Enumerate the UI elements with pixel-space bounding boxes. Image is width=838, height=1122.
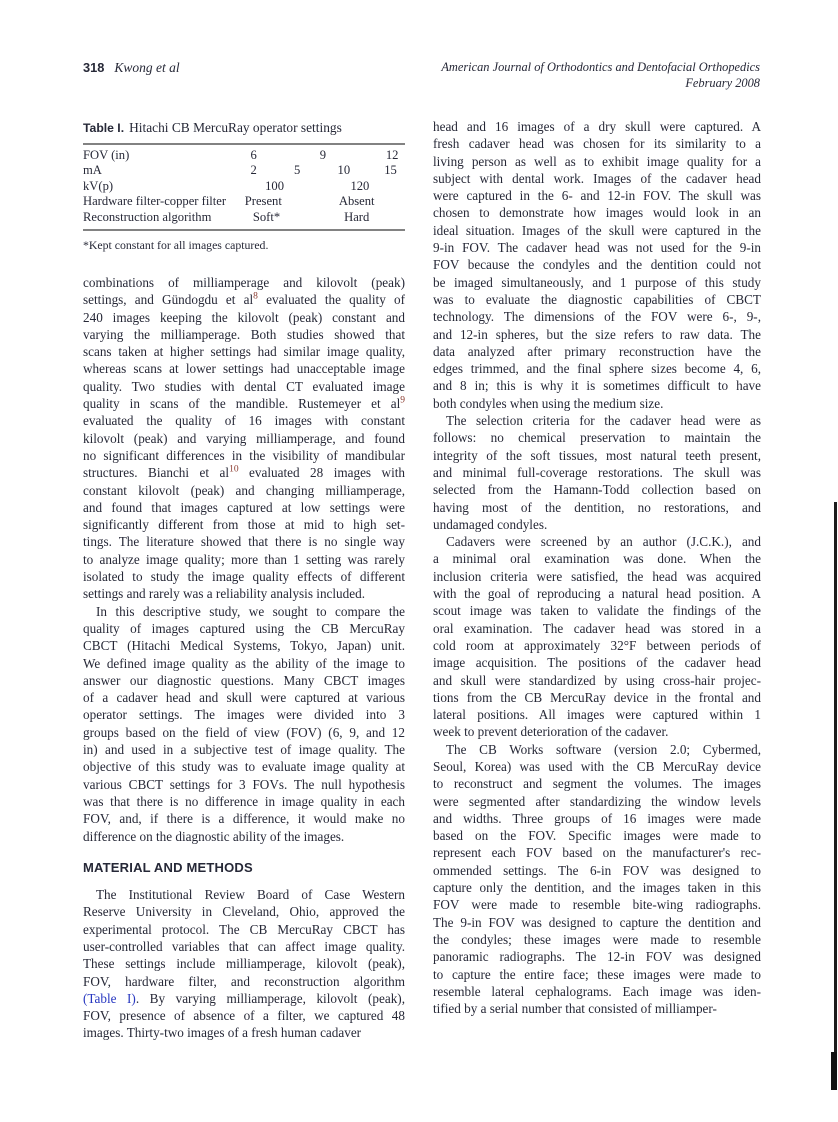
text-line: fresh cadaver head was chosen for its similarity to a — [433, 136, 761, 152]
text-line: images. Thirty-two images of a fresh human cadaver — [83, 1025, 362, 1041]
text-line: follows: no chemical preservation to maintain the — [433, 430, 761, 446]
text-line: cold room at approximately 32°F between periods of — [433, 637, 761, 653]
text-line: technology. The dimensions of the FOV were 6-, 9-, — [433, 309, 761, 325]
text-line: both condyles when using the medium size. — [433, 395, 664, 411]
paragraph — [433, 118, 761, 412]
text-line: Seoul, Korea) was used with the CB MercuRay device — [433, 758, 761, 774]
text-line: were captured in the 6- and 12-in FOV. The skull was — [433, 188, 761, 204]
text-line: was to evaluate the diagnostic capabilities of CBCT — [433, 291, 761, 307]
running-head-right — [441, 60, 760, 91]
text-line: head and 16 images of a dry skull were captured. A — [433, 119, 761, 134]
text-line: and skull were standardized by using cross-hair projec- — [433, 672, 761, 688]
text-line: settings, and Gündogdu et al$^8$ evaluated the quality of — [83, 291, 405, 308]
text-line: week to prevent deterioration of the cadaver. — [433, 724, 669, 740]
table-row-label: kV(p) — [83, 178, 114, 193]
text-line: to capture the entire face; these images were made to — [433, 966, 761, 982]
text-line: scout image was taken to validate the findings of the — [433, 603, 761, 619]
table-row-label: Reconstruction algorithm — [83, 209, 212, 224]
table-row — [83, 163, 405, 178]
text-line: We defined image quality as the ability of the image to — [83, 655, 405, 671]
text-line: ideal situation. Images of the skull were captured in the — [433, 222, 761, 238]
text-line: living person as well as to exhibit image quality for a — [433, 153, 761, 169]
table-footnote: *Kept constant for all images captured. — [83, 237, 269, 252]
table-cell-value: Hard — [344, 209, 370, 224]
citation-ref[interactable]: 10 — [229, 464, 239, 475]
text-line: various CBCT settings for 3 FOVs. The null hypothesis — [83, 776, 405, 792]
citation-ref[interactable]: 9 — [400, 395, 405, 406]
text-line: quality. Two studies with dental CT evaluated image — [83, 378, 405, 394]
text-line: resemble lateral cephalograms. Each image was iden- — [433, 983, 761, 999]
left-column — [83, 274, 405, 1042]
right-column — [433, 118, 761, 1017]
text-line: were segmented after standardizing the window levels — [433, 793, 761, 809]
journal-name: American Journal of Orthodontics and Dentofacial Orthopedics — [441, 60, 760, 74]
table-cell-value: 120 — [350, 178, 370, 193]
text-line: subject with dental work. Images of the cadaver head — [433, 170, 761, 186]
text-line: experimental protocol. The CB MercuRay CBCT has — [83, 921, 405, 937]
table-row-label: FOV (in) — [83, 148, 130, 162]
text-line: FOV were made to resemble bite-wing radiographs. — [433, 897, 761, 913]
table-rule-bottom — [83, 229, 405, 231]
text-line: and minimal full-coverage restorations. The skull was — [433, 464, 761, 480]
text-line: user-controlled variables that can affect image quality. — [83, 938, 405, 954]
text-line: in) and used in a subjective test of image quality. The — [83, 742, 405, 758]
text-line: be imaged simultaneously, and 1 purpose of this study — [433, 274, 761, 290]
text-line: FOV because the condyles and the dentition could not — [433, 257, 761, 273]
text-line: The selection criteria for the cadaver head were as — [446, 413, 761, 429]
table-caption: Hitachi CB MercuRay operator settings — [129, 120, 342, 135]
table-row — [83, 179, 405, 194]
text-line: panoramic radiographs. The 12-in FOV was designed — [433, 949, 761, 965]
running-head-authors: Kwong et al — [114, 60, 180, 75]
table-body — [83, 145, 405, 229]
text-line: represent each FOV based on the manufacturer's rec- — [433, 845, 761, 861]
text-line: 240 images keeping the kilovolt (peak) constant and — [83, 309, 405, 325]
table-cell-value: 9 — [319, 148, 327, 162]
table-row — [83, 194, 405, 209]
text-line: In this descriptive study, we sought to compare the — [96, 603, 405, 619]
table-label: Table I. — [83, 121, 125, 135]
text-line: having most of the dentition, no restorations, and — [433, 499, 761, 515]
table-cell-value: Soft* — [252, 209, 281, 224]
text-line: integrity of the soft tissues, most natural teeth present, — [433, 447, 761, 463]
paragraph — [433, 412, 761, 533]
text-line: to reconstruct and segment the volumes. The images — [433, 776, 761, 792]
text-line: 9-in FOV. The cadaver head was not used for the 9-in — [433, 240, 761, 256]
text-line: of a cadaver head and skull were captured at various — [83, 690, 405, 706]
text-line: (Table I). By varying milliamperage, kilovolt (peak), — [83, 990, 405, 1006]
text-line: was that there is no difference in image quality in each — [83, 793, 405, 809]
text-line: FOV, presence of absence of a filter, we captured 48 — [83, 1008, 405, 1024]
text-line: answer our diagnostic questions. Many CBCT images — [83, 672, 405, 688]
table-title — [83, 120, 405, 136]
text-line: groups based on the field of view (FOV) (6, 9, and 12 — [83, 724, 405, 740]
text-line: selected from the Hamann-Todd collection based on — [433, 482, 761, 498]
table-cell-value: 10 — [337, 163, 351, 178]
text-line: undamaged condyles. — [433, 516, 548, 532]
table-cell-value: 15 — [384, 163, 397, 178]
text-line: a minimal oral examination was done. When the — [433, 551, 761, 567]
running-head-left — [83, 60, 180, 91]
text-line: constant kilovolt (peak) and changing milliamperage, — [83, 482, 405, 498]
text-line: structures. Bianchi et al$^{10}$ evaluated 28 images with — [83, 464, 405, 481]
text-line: varying the milliamperage. Both studies showed that — [83, 326, 405, 342]
text-line: tings. The literature showed that there is no single way — [83, 534, 405, 550]
text-line: no significant differences in the visibility of mandibular — [83, 447, 405, 463]
table-row-label: Hardware filter-copper filter — [83, 194, 227, 209]
table-row-label: mA — [83, 163, 102, 178]
text-line: The CB Works software (version 2.0; Cybermed, — [446, 741, 761, 757]
section-heading: MATERIAL AND METHODS — [83, 859, 253, 875]
text-line: quality in scans of the mandible. Rustemeyer et al$^9$ — [83, 395, 405, 412]
text-line: whereas scans at lower settings had unacceptable image — [83, 361, 405, 377]
paragraph — [433, 533, 761, 741]
table-cell-value: 6 — [250, 148, 257, 162]
text-line: tified by a serial number that consisted of milliamper- — [433, 1001, 717, 1017]
running-head — [83, 60, 760, 91]
text-line: scans taken at higher settings had similar image quality, — [83, 344, 405, 360]
text-line: ommended settings. The 6-in FOV was designed to — [433, 862, 761, 878]
citation-ref[interactable]: 8 — [253, 291, 258, 302]
text-line: kilovolt (peak) and varying milliamperage, and found — [83, 430, 405, 446]
scan-edge-blob — [831, 1052, 837, 1090]
text-line: to analyze image quality; more than 1 setting was rarely — [83, 551, 405, 567]
text-line: and 12-in spheres, but the size refers to raw data. The — [433, 326, 761, 342]
text-line: combinations of milliamperage and kilovolt (peak) — [83, 275, 405, 290]
table-cell-value: 5 — [293, 163, 301, 178]
table-cell-value: 12 — [385, 148, 399, 162]
text-line: The 9-in FOV was designed to capture the dentition and — [433, 914, 761, 930]
journal-issue-date: February 2008 — [685, 75, 760, 90]
table-row — [83, 210, 405, 225]
text-line: evaluated the quality of 16 images with constant — [83, 413, 405, 429]
text-line: with the goal of reproducing a natural head position. A — [433, 586, 761, 602]
text-line: capture only the dentition, and the images taken in this — [433, 880, 761, 896]
text-line: Reserve University in Cleveland, Ohio, approved the — [83, 904, 405, 920]
table-cell-value: Present — [244, 194, 282, 209]
text-line: tions from the CB MercuRay device in the frontal and — [433, 689, 761, 705]
paragraph — [433, 741, 761, 1018]
table-1 — [83, 120, 405, 253]
text-line: oral examination. The cadaver head was stored in a — [433, 620, 761, 636]
paragraph — [83, 603, 405, 845]
text-line: difference on the diagnostic ability of the images. — [83, 828, 345, 844]
text-line: objective of this study was to evaluate image quality at — [83, 759, 405, 775]
table-cell-value: 2 — [250, 163, 257, 178]
text-line: edges trimmed, and the final sphere sizes become 4, 6, — [433, 361, 761, 377]
table-cell-value: Absent — [338, 194, 375, 209]
table-row — [83, 148, 405, 163]
paragraph — [83, 274, 405, 603]
text-line: FOV, hardware filter, and reconstruction algorithm — [83, 973, 405, 989]
text-line: settings and rarely was a reliability analysis included. — [83, 586, 365, 602]
text-line: significantly different from those at mid to high set- — [83, 517, 405, 533]
text-line: and widths. Three groups of 16 images were made — [433, 810, 761, 826]
text-line: chosen to demonstrate how images would look in an — [433, 205, 761, 221]
table-cell-value: 100 — [265, 178, 285, 193]
text-line: image acquisition. The positions of the cadaver head — [433, 655, 761, 671]
table-link[interactable]: (Table I) — [83, 990, 136, 1006]
scan-edge-artifact — [834, 502, 837, 1088]
text-line: and found that images captured at low settings were — [83, 499, 405, 515]
text-line: FOV, and, if there is a difference, it would make no — [83, 811, 405, 827]
page-number: 318 — [83, 60, 105, 75]
text-line: lateral positions. All images were captured within 1 — [433, 707, 761, 723]
text-line: CBCT (Hitachi Medical Systems, Tokyo, Japan) unit. — [83, 638, 405, 654]
text-line: operator settings. The images were divided into 3 — [83, 707, 405, 723]
text-line: Cadavers were screened by an author (J.C.K.), and — [446, 534, 761, 550]
text-line: inclusion criteria were satisfied, the head was acquired — [433, 568, 761, 584]
text-line: isolated to study the image quality effects of different — [83, 569, 405, 585]
text-line: These settings include milliamperage, kilovolt (peak), — [83, 956, 405, 972]
text-line: and 8 in; this is why it is sometimes difficult to have — [433, 378, 761, 394]
text-line: the condyles; these images were made to resemble — [433, 931, 761, 947]
paragraph — [83, 886, 405, 1042]
text-line: based on the FOV. Specific images were made to — [433, 828, 761, 844]
text-line: The Institutional Review Board of Case Western — [96, 887, 405, 903]
text-line: data analyzed after primary reconstruction have the — [433, 343, 761, 359]
text-line: quality of images captured using the CB MercuRay — [83, 620, 405, 636]
